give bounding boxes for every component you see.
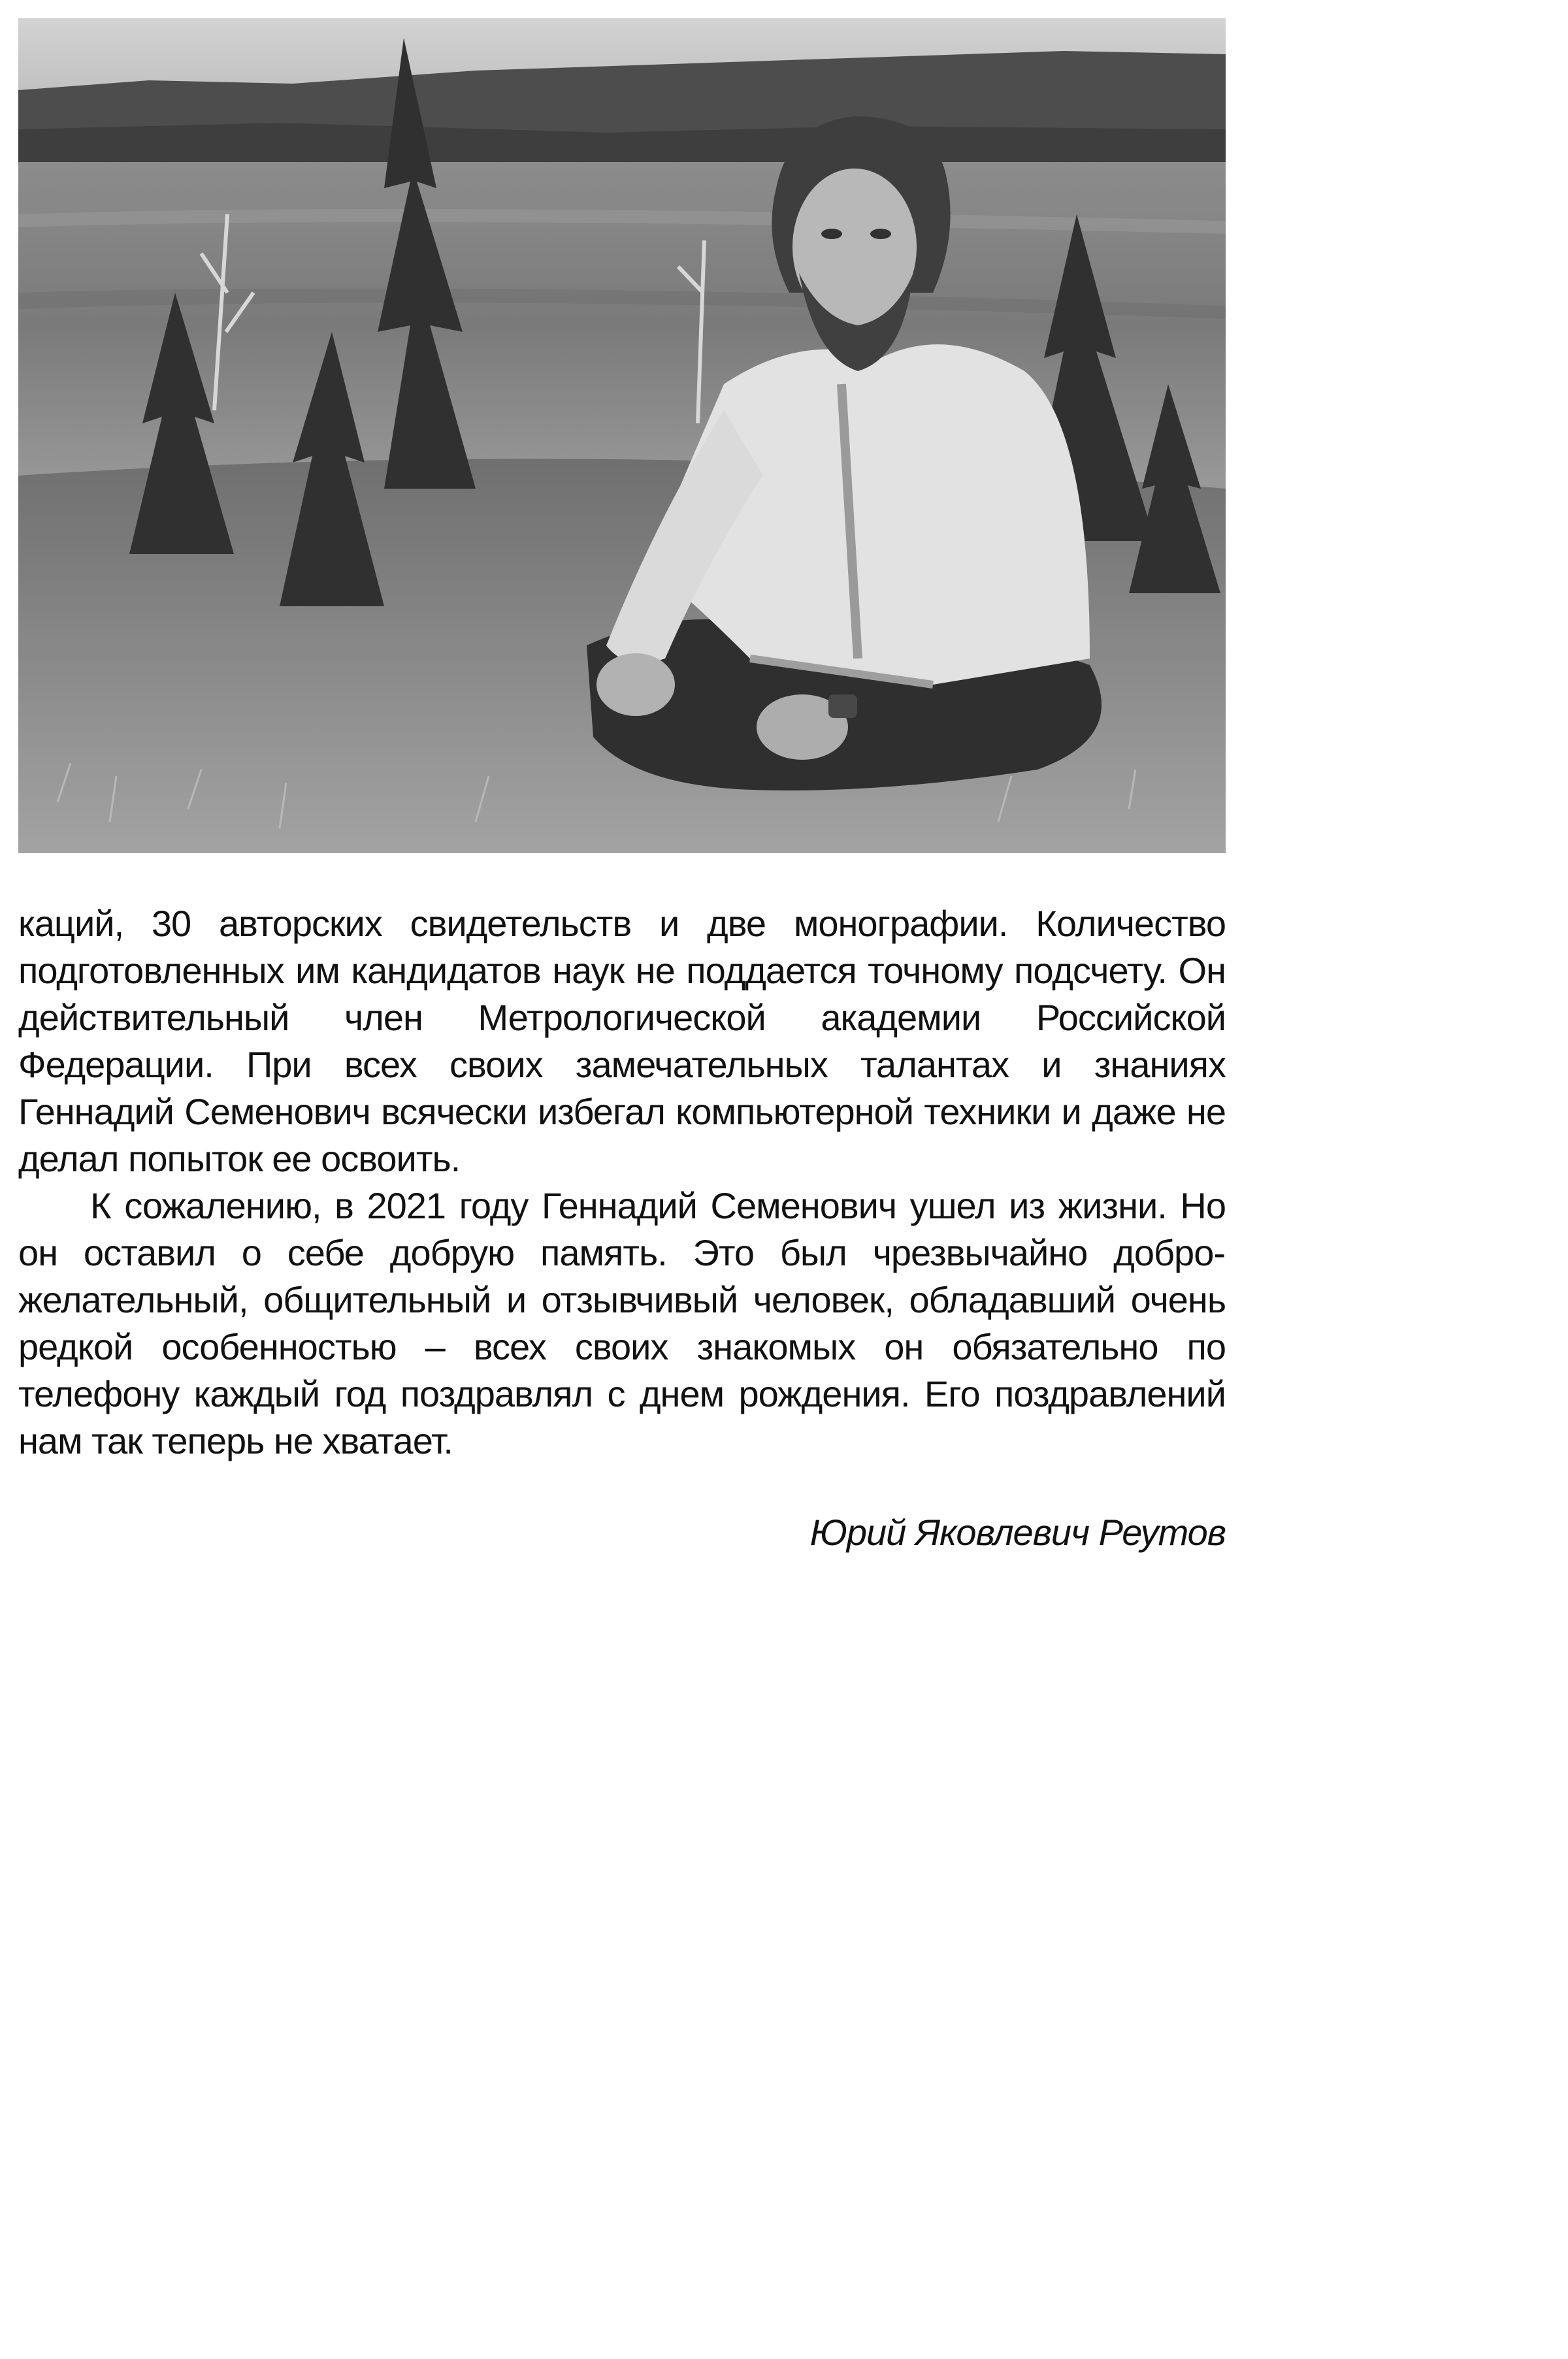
author-signature: Юрий Яковлевич Реутов <box>809 1512 1226 1553</box>
article-paragraph-2: К сожалению, в 2021 году Геннадий Семенович ушел из жизни. Но он оставил о себе добрую память. Это был чрезвычайно доброжелательный, общительный и отзывчивый человек, обладавший очень редкой особенностью – всех своих знакомых он обязательно по телефону каждый год поздравлял с днем рождения. Его поздравлений нам так теперь не хватает. <box>18 1185 1226 1461</box>
portrait-photo-drawing <box>18 18 1226 853</box>
article-paragraph-1: каций, 30 авторских свидетельств и две монографии. Количество подготовленных им кандидатов наук не поддается точному подсчету. Он действительный член Метрологической академии Российской Федерации. При всех своих замечательных талантах и знаниях Геннадий Семенович всячески избегал компьютерной техники и даже не делал попыток ее освоить. <box>18 903 1226 1179</box>
article-text <box>18 900 1226 1465</box>
portrait-photo <box>18 18 1226 853</box>
